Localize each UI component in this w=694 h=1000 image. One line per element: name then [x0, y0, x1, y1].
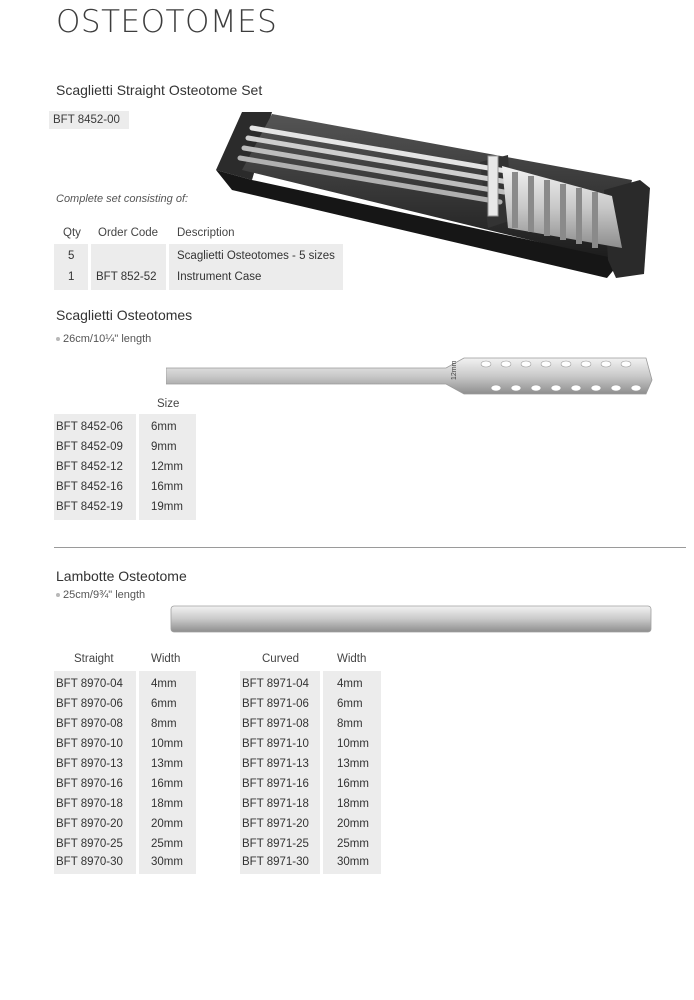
scaglietti-size: 19mm [151, 501, 183, 513]
scaglietti-code: BFT 8452-06 [56, 421, 123, 433]
curved-width: 20mm [337, 818, 369, 830]
size-header: Size [157, 398, 180, 410]
straight-code: BFT 8970-25 [56, 838, 123, 850]
straight-code: BFT 8970-13 [56, 758, 123, 770]
straight-code: BFT 8970-04 [56, 678, 123, 690]
curved-code: BFT 8971-06 [242, 698, 309, 710]
qty-header: Qty [63, 227, 81, 239]
section-divider [54, 547, 686, 548]
bullet-icon [56, 337, 60, 341]
scaglietti-code: BFT 8452-09 [56, 441, 123, 453]
curved-width: 30mm [337, 856, 369, 868]
scaglietti-code: BFT 8452-19 [56, 501, 123, 513]
curved-width: 8mm [337, 718, 363, 730]
curved-code: BFT 8971-30 [242, 856, 309, 868]
lambotte-heading: Lambotte Osteotome [56, 568, 187, 584]
curved-width-header: Width [337, 653, 367, 665]
scaglietti-size: 9mm [151, 441, 177, 453]
curved-code: BFT 8971-13 [242, 758, 309, 770]
curved-code: BFT 8971-08 [242, 718, 309, 730]
bullet-icon [56, 593, 60, 597]
straight-width: 10mm [151, 738, 183, 750]
page-title: OSTEOTOMES [56, 4, 278, 40]
lambotte-length-text: 25cm/9¾" length [63, 589, 146, 601]
description-header: Description [177, 227, 235, 239]
curved-width: 16mm [337, 778, 369, 790]
straight-width: 30mm [151, 856, 183, 868]
curved-width: 25mm [337, 838, 369, 850]
straight-code: BFT 8970-06 [56, 698, 123, 710]
set-row-qty: 1 [68, 271, 75, 283]
curved-code: BFT 8971-16 [242, 778, 309, 790]
straight-width: 13mm [151, 758, 183, 770]
straight-width: 6mm [151, 698, 177, 710]
blade-size-mark: 12mm [451, 360, 458, 380]
scaglietti-length-text: 26cm/10¼" length [63, 333, 152, 345]
set-row-desc: Scaglietti Osteotomes - 5 sizes [177, 250, 335, 262]
straight-width: 4mm [151, 678, 177, 690]
curved-code: BFT 8971-25 [242, 838, 309, 850]
curved-width: 18mm [337, 798, 369, 810]
curved-header: Curved [262, 653, 300, 665]
scaglietti-code: BFT 8452-12 [56, 461, 123, 473]
curved-width: 10mm [337, 738, 369, 750]
lambotte-length [56, 589, 145, 601]
curved-code: BFT 8971-10 [242, 738, 309, 750]
scaglietti-size: 6mm [151, 421, 177, 433]
straight-width: 25mm [151, 838, 183, 850]
curved-width: 4mm [337, 678, 363, 690]
straight-code: BFT 8970-30 [56, 856, 123, 868]
set-note: Complete set consisting of: [56, 193, 189, 205]
curved-width: 13mm [337, 758, 369, 770]
straight-code: BFT 8970-08 [56, 718, 123, 730]
straight-code: BFT 8970-16 [56, 778, 123, 790]
straight-width: 16mm [151, 778, 183, 790]
straight-code: BFT 8970-18 [56, 798, 123, 810]
curved-code: BFT 8971-18 [242, 798, 309, 810]
straight-width: 18mm [151, 798, 183, 810]
straight-header: Straight [74, 653, 114, 665]
scaglietti-length [56, 333, 151, 345]
straight-code: BFT 8970-10 [56, 738, 123, 750]
scaglietti-osteotome-image [166, 352, 662, 404]
set-code: BFT 8452-00 [49, 111, 129, 129]
scaglietti-size: 12mm [151, 461, 183, 473]
curved-width: 6mm [337, 698, 363, 710]
set-heading: Scaglietti Straight Osteotome Set [56, 82, 263, 98]
straight-width: 8mm [151, 718, 177, 730]
set-row-desc: Instrument Case [177, 271, 262, 283]
straight-width-header: Width [151, 653, 181, 665]
order-code-header: Order Code [98, 227, 159, 239]
straight-code: BFT 8970-20 [56, 818, 123, 830]
curved-code: BFT 8971-04 [242, 678, 309, 690]
curved-code: BFT 8971-20 [242, 818, 309, 830]
set-row-qty: 5 [68, 250, 75, 262]
set-row-code: BFT 852-52 [96, 271, 157, 283]
straight-width: 20mm [151, 818, 183, 830]
scaglietti-size: 16mm [151, 481, 183, 493]
scaglietti-code: BFT 8452-16 [56, 481, 123, 493]
scaglietti-heading: Scaglietti Osteotomes [56, 307, 193, 323]
lambotte-osteotome-image [170, 604, 654, 634]
